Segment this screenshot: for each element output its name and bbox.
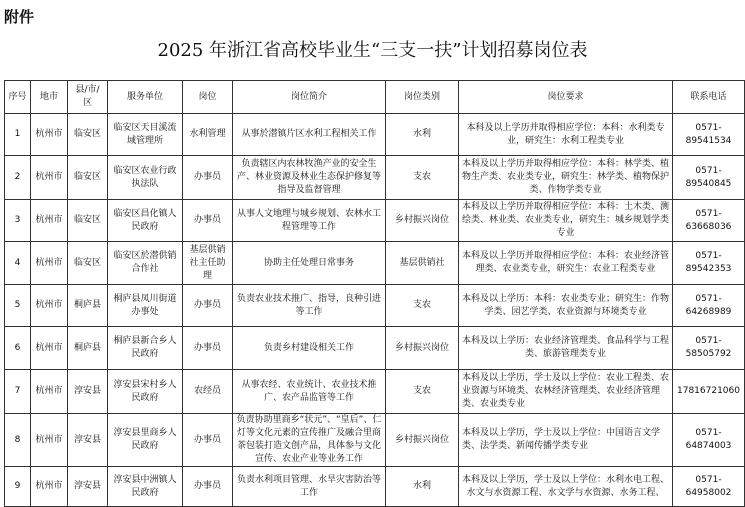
cell-county: 临安区	[68, 242, 108, 285]
cell-position: 办事员	[183, 285, 233, 327]
cell-position: 办事员	[183, 414, 233, 467]
cell-description: 从事於潜镇片区水利工程相关工作	[233, 114, 386, 156]
table-row	[5, 370, 745, 414]
cell-city: 杭州市	[31, 327, 68, 370]
cell-requirements: 本科及以上学历：本科：农业类专业；研究生：作物学类、园艺学类、农业资源与环境类专业	[459, 285, 673, 327]
column-header: 岗位	[183, 81, 233, 114]
cell-seq: 8	[5, 414, 31, 467]
cell-phone: 0571-58505792	[673, 327, 745, 370]
cell-city: 杭州市	[31, 114, 68, 156]
column-header: 岗位简介	[233, 81, 386, 114]
cell-category: 乡村振兴岗位	[386, 200, 459, 242]
cell-unit: 临安区於潜供销合作社	[108, 242, 183, 285]
cell-phone: 0571-64874003	[673, 414, 745, 467]
cell-seq: 9	[5, 467, 31, 507]
column-header: 联系电话	[673, 81, 745, 114]
cell-position: 农经员	[183, 370, 233, 414]
cell-phone: 0571-64268989	[673, 285, 745, 327]
cell-county: 临安区	[68, 200, 108, 242]
cell-phone: 0571-64958002	[673, 467, 745, 507]
cell-category: 乡村振兴岗位	[386, 327, 459, 370]
cell-category: 支农	[386, 370, 459, 414]
cell-category: 水利	[386, 467, 459, 507]
table-row	[5, 242, 745, 285]
cell-seq: 5	[5, 285, 31, 327]
cell-unit: 临安区天目溪流域管理所	[108, 114, 183, 156]
cell-county: 淳安县	[68, 370, 108, 414]
cell-description: 从事人文地理与城乡规划、农林水工程管理等工作	[233, 200, 386, 242]
cell-city: 杭州市	[31, 414, 68, 467]
cell-phone: 0571-89542353	[673, 242, 745, 285]
cell-unit: 淳安县宋村乡人民政府	[108, 370, 183, 414]
cell-position: 办事员	[183, 156, 233, 200]
column-header: 服务单位	[108, 81, 183, 114]
table-row	[5, 114, 745, 156]
positions-table	[4, 80, 745, 507]
cell-unit: 淳安县中洲镇人民政府	[108, 467, 183, 507]
column-header: 地市	[31, 81, 68, 114]
cell-county: 桐庐县	[68, 327, 108, 370]
attachment-label: 附件	[4, 8, 35, 26]
cell-phone: 0571-63668036	[673, 200, 745, 242]
cell-requirements: 本科及以上学历并取得相应学位：本科：水利类专业，研究生：水利工程类专业	[459, 114, 673, 156]
cell-description: 负责水利项目管理、水旱灾害防治等工作	[233, 467, 386, 507]
cell-unit: 临安区昌化镇人民政府	[108, 200, 183, 242]
cell-seq: 3	[5, 200, 31, 242]
cell-county: 临安区	[68, 156, 108, 200]
table-row	[5, 156, 745, 200]
cell-position: 办事员	[183, 327, 233, 370]
cell-city: 杭州市	[31, 285, 68, 327]
cell-unit: 桐庐县凤川街道办事处	[108, 285, 183, 327]
cell-requirements: 本科及以上学历并取得相应学位：本科：林学类、植物生产类、农业类专业，研究生：林学类、植物保护类、作物学类专业	[459, 156, 673, 200]
cell-requirements: 本科及以上学历并取得相应学位：本科：土木类、测绘类、林业类、农业类专业，研究生：城乡规划学类专业	[459, 200, 673, 242]
cell-county: 淳安县	[68, 467, 108, 507]
cell-requirements: 本科及以上学历并取得相应学位：本科：农业经济管理类、农业类专业，研究生：农业工程类专业	[459, 242, 673, 285]
cell-description: 负责农业技术推广、指导，良种引进等工作	[233, 285, 386, 327]
cell-seq: 6	[5, 327, 31, 370]
cell-category: 水利	[386, 114, 459, 156]
cell-seq: 1	[5, 114, 31, 156]
table-row	[5, 467, 745, 507]
cell-requirements: 本科及以上学历：农业经济管理类、食品科学与工程类、旅游管理类专业	[459, 327, 673, 370]
cell-description: 协助主任处理日常事务	[233, 242, 386, 285]
cell-city: 杭州市	[31, 242, 68, 285]
column-header: 序号	[5, 81, 31, 114]
column-header: 县/市/区	[68, 81, 108, 114]
cell-city: 杭州市	[31, 467, 68, 507]
cell-requirements: 本科及以上学历，学士及以上学位：水利水电工程、水文与水资源工程、水文学与水资源、水务工程、	[459, 467, 673, 507]
column-header: 岗位要求	[459, 81, 673, 114]
cell-county: 桐庐县	[68, 285, 108, 327]
cell-category: 支农	[386, 156, 459, 200]
cell-seq: 4	[5, 242, 31, 285]
cell-category: 乡村振兴岗位	[386, 414, 459, 467]
cell-seq: 7	[5, 370, 31, 414]
cell-position: 基层供销社主任助理	[183, 242, 233, 285]
cell-unit: 淳安县里商乡人民政府	[108, 414, 183, 467]
cell-phone: 17816721060	[673, 370, 745, 414]
cell-description: 负责乡村建设相关工作	[233, 327, 386, 370]
cell-city: 杭州市	[31, 156, 68, 200]
page-title: 2025 年浙江省高校毕业生“三支一扶”计划招募岗位表	[157, 40, 588, 61]
table-row	[5, 200, 745, 242]
table-row	[5, 327, 745, 370]
cell-position: 水利管理	[183, 114, 233, 156]
cell-description: 从事农经、农业统计、农业技术推广、农产品监管等工作	[233, 370, 386, 414]
cell-requirements: 本科及以上学历，学士及以上学位：农业工程类、农业资源与环境类、农林经济管理类、农业经济管理类、农业类专业	[459, 370, 673, 414]
cell-city: 杭州市	[31, 370, 68, 414]
cell-position: 办事员	[183, 467, 233, 507]
cell-position: 办事员	[183, 200, 233, 242]
cell-category: 基层供销社	[386, 242, 459, 285]
cell-description: 负责协助里商乡“状元”、“皇后”、仁灯等文化元素的宣传推广及融合里商茶包装打造文创产品，具体参与文化宣传、农业产业等业务工作	[233, 414, 386, 467]
cell-requirements: 本科及以上学历，学士及以上学位：中国语言文学类、法学类、新闻传播学类专业	[459, 414, 673, 467]
table-row	[5, 285, 745, 327]
cell-phone: 0571-89540845	[673, 156, 745, 200]
table-header	[5, 81, 745, 114]
cell-phone: 0571-89541534	[673, 114, 745, 156]
cell-county: 临安区	[68, 114, 108, 156]
cell-description: 负责辖区内农林牧渔产业的安全生产、林业资源及林业生态保护修复等指导及监督管理	[233, 156, 386, 200]
cell-category: 支农	[386, 285, 459, 327]
table-row	[5, 414, 745, 467]
cell-unit: 临安区农业行政执法队	[108, 156, 183, 200]
cell-county: 淳安县	[68, 414, 108, 467]
cell-unit: 桐庐县新合乡人民政府	[108, 327, 183, 370]
cell-seq: 2	[5, 156, 31, 200]
column-header: 岗位类别	[386, 81, 459, 114]
cell-city: 杭州市	[31, 200, 68, 242]
